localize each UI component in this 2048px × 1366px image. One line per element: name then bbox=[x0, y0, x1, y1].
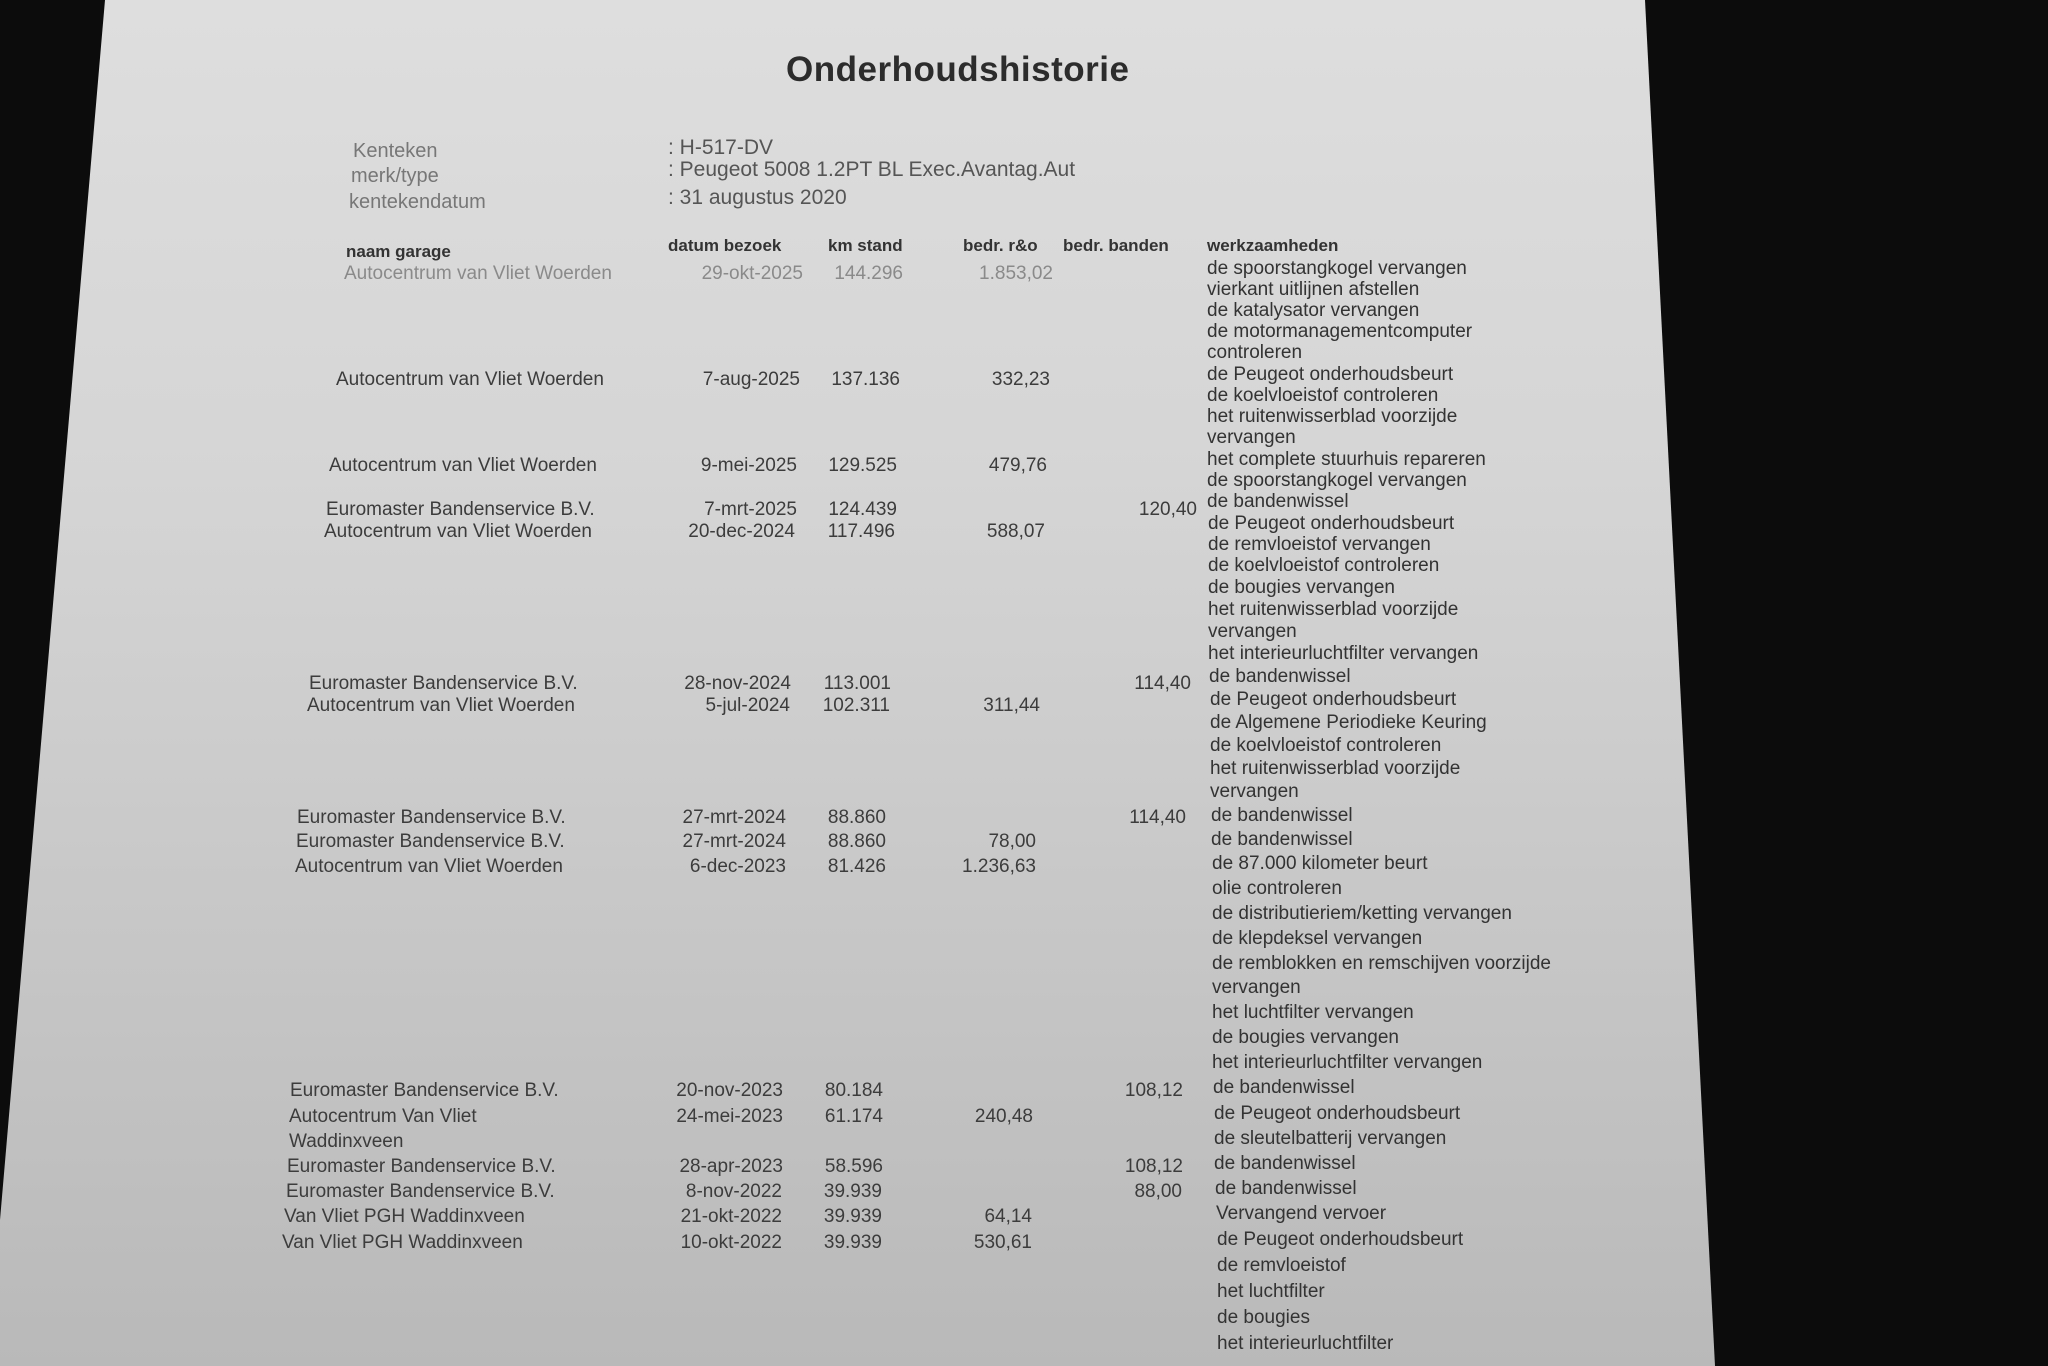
work-item: de bandenwissel bbox=[1211, 829, 1353, 850]
work-item: vervangen bbox=[1212, 977, 1301, 998]
visit-date: 7-mrt-2025 bbox=[704, 499, 797, 520]
column-header-amount-ro: bedr. r&o bbox=[963, 236, 1038, 255]
garage-name: Autocentrum van Vliet Woerden bbox=[329, 455, 597, 476]
work-item: het interieurluchtfilter vervangen bbox=[1212, 1052, 1483, 1073]
work-item: de bandenwissel bbox=[1211, 805, 1353, 826]
work-item: de bandenwissel bbox=[1215, 1178, 1357, 1199]
work-item: de remblokken en remschijven voorzijde bbox=[1212, 953, 1551, 974]
column-header-work: werkzaamheden bbox=[1207, 236, 1339, 255]
garage-name: Euromaster Bandenservice B.V. bbox=[290, 1080, 559, 1101]
visit-date: 5-jul-2024 bbox=[705, 695, 790, 716]
work-item: de katalysator vervangen bbox=[1207, 300, 1420, 321]
work-item: de spoorstangkogel vervangen bbox=[1207, 470, 1467, 491]
visit-date: 27-mrt-2024 bbox=[682, 831, 786, 852]
kenteken-label: Kenteken bbox=[353, 140, 438, 162]
work-item: de koelvloeistof controleren bbox=[1207, 385, 1439, 406]
work-item: de Peugeot onderhoudsbeurt bbox=[1208, 513, 1455, 534]
column-header-amount-tires: bedr. banden bbox=[1063, 236, 1169, 255]
kenteken-value: : H-517-DV bbox=[668, 136, 774, 159]
visit-date: 7-aug-2025 bbox=[702, 369, 800, 390]
amount-repair: 479,76 bbox=[988, 455, 1047, 476]
work-item: de remvloeistof bbox=[1217, 1255, 1346, 1276]
km-reading: 113.001 bbox=[823, 673, 891, 694]
work-item: het ruitenwisserblad voorzijde bbox=[1207, 406, 1458, 427]
garage-name: Autocentrum van Vliet Woerden bbox=[324, 521, 592, 542]
garage-name: Euromaster Bandenservice B.V. bbox=[286, 1181, 555, 1202]
amount-repair: 78,00 bbox=[988, 831, 1036, 852]
garage-name: Van Vliet PGH Waddinxveen bbox=[282, 1232, 523, 1253]
visit-date: 10-okt-2022 bbox=[680, 1232, 782, 1253]
work-item: olie controleren bbox=[1212, 878, 1342, 899]
visit-date: 6-dec-2023 bbox=[689, 856, 786, 877]
garage-name: Autocentrum van Vliet Woerden bbox=[344, 263, 612, 284]
km-reading: 102.311 bbox=[822, 695, 890, 716]
amount-repair: 64,14 bbox=[984, 1206, 1032, 1227]
column-header-km: km stand bbox=[828, 236, 903, 255]
km-reading: 39.939 bbox=[823, 1181, 882, 1202]
merktype-label: merk/type bbox=[351, 165, 439, 187]
work-item: de distributieriem/ketting vervangen bbox=[1212, 903, 1512, 924]
amount-repair: 1.236,63 bbox=[962, 856, 1036, 877]
work-item: de 87.000 kilometer beurt bbox=[1212, 853, 1428, 874]
amount-tires: 88,00 bbox=[1134, 1181, 1182, 1202]
document-title: Onderhoudshistorie bbox=[786, 50, 1130, 89]
amount-tires: 114,40 bbox=[1129, 807, 1186, 828]
visit-date: 9-mei-2025 bbox=[700, 455, 797, 476]
work-item: het luchtfilter bbox=[1217, 1281, 1325, 1302]
work-item: de bandenwissel bbox=[1207, 491, 1349, 512]
work-item: vervangen bbox=[1208, 621, 1297, 642]
work-item: de Peugeot onderhoudsbeurt bbox=[1214, 1103, 1461, 1124]
work-item: het complete stuurhuis repareren bbox=[1207, 449, 1486, 470]
km-reading: 61.174 bbox=[824, 1106, 883, 1127]
work-item: het luchtfilter vervangen bbox=[1212, 1002, 1414, 1023]
km-reading: 124.439 bbox=[828, 499, 897, 520]
amount-tires: 108,12 bbox=[1124, 1080, 1183, 1101]
merktype-value: : Peugeot 5008 1.2PT BL Exec.Avantag.Aut bbox=[668, 158, 1076, 181]
kentekendatum-label: kentekendatum bbox=[349, 191, 486, 213]
visit-date: 24-mei-2023 bbox=[676, 1106, 783, 1127]
work-item: de koelvloeistof controleren bbox=[1208, 555, 1440, 576]
work-item: de Algemene Periodieke Keuring bbox=[1210, 712, 1487, 733]
visit-date: 27-mrt-2024 bbox=[682, 807, 786, 828]
garage-name: Euromaster Bandenservice B.V. bbox=[326, 499, 595, 520]
km-reading: 117.496 bbox=[827, 521, 895, 542]
work-item: Vervangend vervoer bbox=[1216, 1203, 1387, 1224]
visit-date: 20-nov-2023 bbox=[676, 1080, 783, 1101]
km-reading: 39.939 bbox=[823, 1206, 882, 1227]
garage-name: Van Vliet PGH Waddinxveen bbox=[284, 1206, 525, 1227]
work-item: de sleutelbatterij vervangen bbox=[1214, 1128, 1447, 1149]
garage-name: Euromaster Bandenservice B.V. bbox=[297, 807, 566, 828]
work-item: controleren bbox=[1207, 342, 1303, 363]
garage-name: Autocentrum van Vliet Woerden bbox=[307, 695, 575, 716]
work-item: de spoorstangkogel vervangen bbox=[1207, 258, 1467, 279]
work-item: het interieurluchtfilter vervangen bbox=[1208, 643, 1479, 664]
km-reading: 129.525 bbox=[828, 455, 897, 476]
km-reading: 88.860 bbox=[827, 831, 886, 852]
work-item: de Peugeot onderhoudsbeurt bbox=[1210, 689, 1457, 710]
work-item: de Peugeot onderhoudsbeurt bbox=[1207, 364, 1454, 385]
km-reading: 58.596 bbox=[824, 1156, 883, 1177]
work-item: de motormanagementcomputer bbox=[1207, 321, 1473, 342]
amount-repair: 311,44 bbox=[983, 695, 1040, 716]
work-item: vierkant uitlijnen afstellen bbox=[1207, 279, 1420, 300]
work-item: de bandenwissel bbox=[1209, 666, 1351, 687]
km-reading: 144.296 bbox=[834, 263, 903, 284]
km-reading: 39.939 bbox=[823, 1232, 882, 1253]
visit-date: 20-dec-2024 bbox=[688, 521, 795, 542]
work-item: vervangen bbox=[1207, 427, 1296, 448]
work-item: vervangen bbox=[1210, 781, 1299, 802]
work-item: het ruitenwisserblad voorzijde bbox=[1208, 599, 1459, 620]
km-reading: 137.136 bbox=[831, 369, 900, 390]
work-item: de bougies bbox=[1217, 1307, 1310, 1328]
garage-name: Euromaster Bandenservice B.V. bbox=[287, 1156, 556, 1177]
visit-date: 28-nov-2024 bbox=[684, 673, 791, 694]
visit-date: 28-apr-2023 bbox=[679, 1156, 783, 1177]
work-item: de klepdeksel vervangen bbox=[1212, 928, 1423, 949]
work-item: de remvloeistof vervangen bbox=[1208, 534, 1431, 555]
work-item: de bougies vervangen bbox=[1208, 577, 1395, 598]
amount-repair: 588,07 bbox=[986, 521, 1045, 542]
work-item: het ruitenwisserblad voorzijde bbox=[1210, 758, 1461, 779]
work-item: de bandenwissel bbox=[1213, 1077, 1355, 1098]
kentekendatum-value: : 31 augustus 2020 bbox=[668, 186, 847, 209]
km-reading: 80.184 bbox=[824, 1080, 883, 1101]
garage-name: Autocentrum Van Vliet bbox=[289, 1106, 477, 1127]
amount-tires: 114,40 bbox=[1134, 673, 1191, 694]
garage-name: Autocentrum van Vliet Woerden bbox=[336, 369, 604, 390]
garage-name-line2: Waddinxveen bbox=[289, 1131, 404, 1152]
work-item: het interieurluchtfilter bbox=[1217, 1333, 1394, 1354]
visit-date: 21-okt-2022 bbox=[680, 1206, 782, 1227]
garage-name: Euromaster Bandenservice B.V. bbox=[309, 673, 578, 694]
amount-repair: 240,48 bbox=[974, 1106, 1033, 1127]
km-reading: 81.426 bbox=[827, 856, 886, 877]
garage-name: Autocentrum van Vliet Woerden bbox=[295, 856, 563, 877]
column-header-garage: naam garage bbox=[346, 242, 451, 261]
km-reading: 88.860 bbox=[827, 807, 886, 828]
amount-repair: 332,23 bbox=[991, 369, 1050, 390]
column-header-date: datum bezoek bbox=[668, 236, 782, 255]
work-item: de bandenwissel bbox=[1214, 1153, 1356, 1174]
amount-tires: 108,12 bbox=[1124, 1156, 1183, 1177]
visit-date: 29-okt-2025 bbox=[701, 263, 803, 284]
amount-repair: 1.853,02 bbox=[979, 263, 1053, 284]
amount-tires: 120,40 bbox=[1138, 499, 1197, 520]
work-item: de Peugeot onderhoudsbeurt bbox=[1217, 1229, 1464, 1250]
work-item: de koelvloeistof controleren bbox=[1210, 735, 1442, 756]
work-item: de bougies vervangen bbox=[1212, 1027, 1399, 1048]
amount-repair: 530,61 bbox=[973, 1232, 1032, 1253]
visit-date: 8-nov-2022 bbox=[685, 1181, 782, 1202]
garage-name: Euromaster Bandenservice B.V. bbox=[296, 831, 565, 852]
